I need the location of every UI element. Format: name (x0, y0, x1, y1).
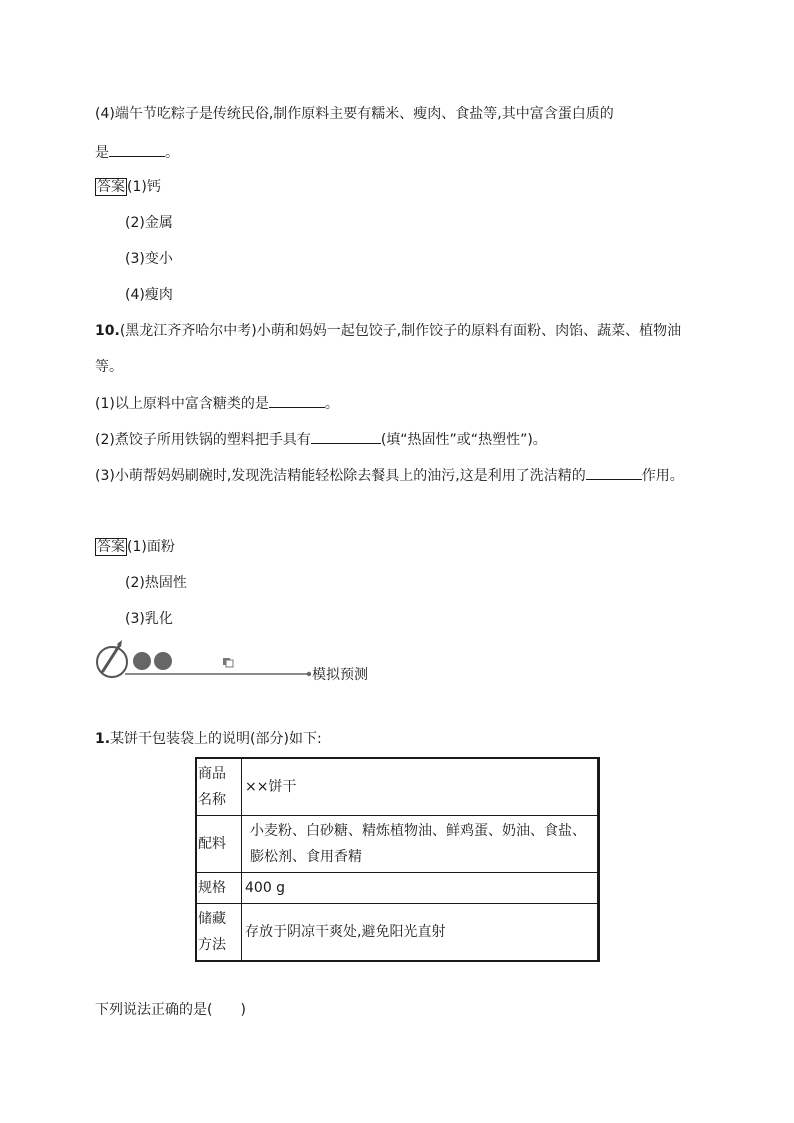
section-title: 模拟预测 (312, 667, 368, 683)
answer-10-2: (2)热固性 (125, 575, 187, 591)
table-row (196, 758, 599, 816)
answer-blank[interactable] (269, 393, 325, 408)
table-key: 规格 (196, 873, 242, 904)
table-key: 商品名称 (196, 758, 242, 816)
q10-part2 (95, 429, 547, 450)
answer-label: 答案 (97, 539, 125, 555)
q9-part4-suffix: 。 (165, 145, 179, 161)
table-value: ××饼干 (242, 758, 599, 816)
q1-question: 下列说法正确的是( ) (95, 1002, 246, 1018)
answer-blank[interactable] (109, 142, 165, 157)
table-value: 存放于阴凉干爽处,避免阳光直射 (242, 904, 599, 962)
question-number: 1. (95, 731, 111, 747)
answer-blank[interactable] (311, 429, 381, 444)
q10-part2-suffix: (填“热固性”或“热塑性”)。 (380, 432, 547, 448)
answer-9-row1 (95, 177, 161, 197)
q10-part1 (95, 393, 339, 414)
table-value: 400 g (242, 873, 599, 904)
q1-intro (95, 729, 322, 749)
q9-part4-prefix: 是 (95, 145, 109, 161)
table-key: 配料 (196, 816, 242, 873)
answer-10-1: (1)面粉 (127, 539, 175, 555)
section-banner (95, 638, 395, 682)
q10-stem: (黑龙江齐齐哈尔中考)小萌和妈妈一起包饺子,制作饺子的原料有面粉、肉馅、蔬菜、植物油 (119, 323, 682, 339)
product-info-table (195, 757, 600, 962)
table-key: 储藏方法 (196, 904, 242, 962)
table-row (196, 816, 599, 873)
q10-line2: 等。 (95, 359, 123, 375)
answer-10-3: (3)乳化 (125, 611, 173, 627)
table-row (196, 904, 599, 962)
q10-part3-text: (3)小萌帮妈妈刷碗时,发现洗洁精能轻松除去餐具上的油污,这是利用了洗洁精的 (95, 468, 586, 484)
question-number: 10. (95, 323, 120, 339)
answer-9-2: (2)金属 (125, 215, 173, 231)
q10-line1 (95, 321, 681, 341)
q10-part3 (95, 465, 684, 486)
q1-stem: 某饼干包装袋上的说明(部分)如下: (110, 731, 322, 747)
q10-part1-suffix: 。 (324, 396, 339, 412)
q9-part4-line1: (4)端午节吃粽子是传统民俗,制作原料主要有糯米、瘦肉、食盐等,其中富含蛋白质的 (95, 106, 614, 122)
answer-10-row1 (95, 537, 175, 557)
q10-part3-suffix: 作用。 (641, 468, 684, 484)
answer-label: 答案 (97, 179, 125, 195)
table-row (196, 873, 599, 904)
q9-part4-line2 (95, 142, 179, 163)
answer-9-1: (1)钙 (127, 179, 161, 195)
answer-blank[interactable] (586, 465, 642, 480)
table-value: 小麦粉、白砂糖、精炼植物油、鲜鸡蛋、奶油、食盐、膨松剂、食用香精 (242, 816, 599, 873)
q10-part2-text: (2)煮饺子所用铁锅的塑料把手具有 (95, 432, 311, 448)
answer-9-4: (4)瘦肉 (125, 287, 173, 303)
answer-9-3: (3)变小 (125, 251, 173, 267)
q10-part1-text: (1)以上原料中富含糖类的是 (95, 396, 269, 412)
